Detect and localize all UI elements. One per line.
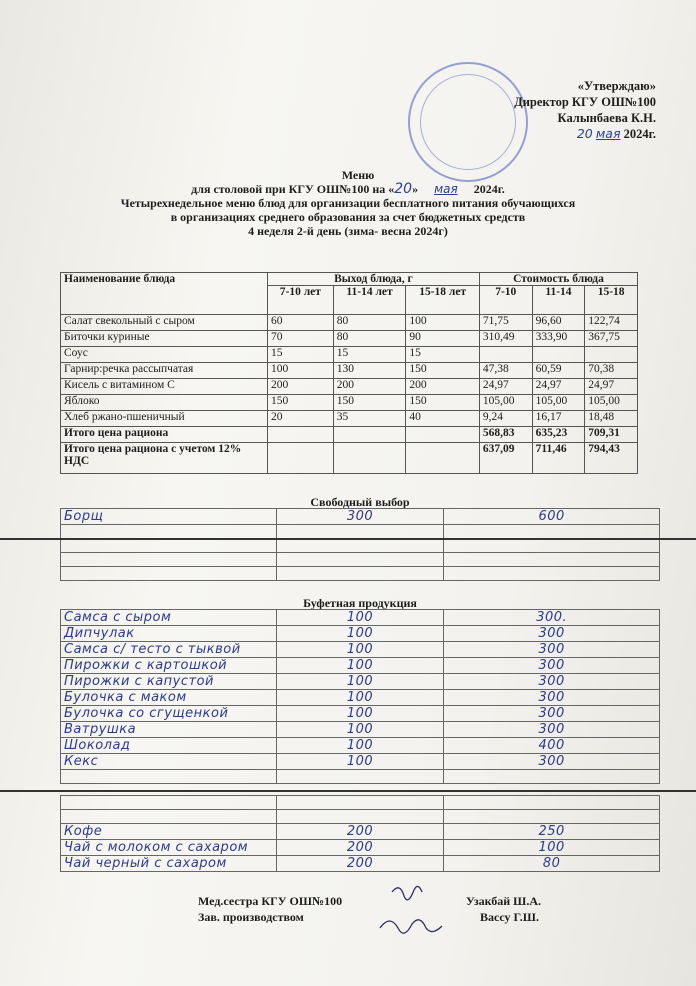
empty-cell <box>444 539 660 553</box>
dish-cost: 9,24 <box>479 411 532 427</box>
dish-cost: 24,97 <box>532 379 585 395</box>
total-value: 568,83 <box>479 427 532 443</box>
title-mid: » <box>412 182 419 196</box>
dish-cost: 310,49 <box>479 331 532 347</box>
col-cost-header: Стоимость блюда <box>479 273 637 286</box>
empty-cell <box>276 770 444 784</box>
item-qty: 200 <box>276 856 444 872</box>
title-prefix: для столовой при КГУ ОШ№100 на « <box>191 182 395 196</box>
drinks-table <box>60 795 660 872</box>
list-item <box>61 690 660 706</box>
item-price: 300 <box>444 754 660 770</box>
title-month: мая <box>434 182 458 196</box>
item-name: Дипчулак <box>61 626 277 642</box>
empty-cell <box>276 810 444 824</box>
approval-date <box>514 126 656 142</box>
item-qty: 100 <box>276 738 444 754</box>
dish-cost <box>479 347 532 363</box>
item-name: Булочка со сгущенкой <box>61 706 277 722</box>
total-vat-value: 637,09 <box>479 443 532 474</box>
empty-cell <box>61 525 277 539</box>
approval-line-1: «Утверждаю» <box>577 79 656 93</box>
item-price: 300 <box>444 706 660 722</box>
dish-weight: 200 <box>268 379 334 395</box>
title-line-3: Четырехнедельное меню блюд для организации бесплатного питания обучающихся <box>120 196 576 210</box>
dish-weight: 100 <box>406 315 480 331</box>
dish-weight: 70 <box>268 331 334 347</box>
empty-cell <box>444 810 660 824</box>
item-qty: 100 <box>276 722 444 738</box>
dish-weight: 15 <box>268 347 334 363</box>
empty-cell <box>276 539 444 553</box>
empty-cell <box>276 525 444 539</box>
dish-weight: 150 <box>406 395 480 411</box>
title-line-2 <box>60 182 636 196</box>
item-qty: 200 <box>276 840 444 856</box>
dish-cost: 24,97 <box>585 379 638 395</box>
dish-weight: 80 <box>333 315 406 331</box>
dish-cost <box>532 347 585 363</box>
item-name: Ватрушка <box>61 722 277 738</box>
total-value: 709,31 <box>585 427 638 443</box>
dish-cost: 333,90 <box>532 331 585 347</box>
footer-name-2: Вассу Г.Ш. <box>480 910 539 924</box>
menu-row <box>61 395 638 411</box>
dish-weight: 90 <box>406 331 480 347</box>
item-price: 300 <box>444 690 660 706</box>
list-item <box>61 856 660 872</box>
total-label: Итого цена рациона <box>61 427 268 443</box>
list-item <box>61 525 660 539</box>
buffet-heading: Буфетная продукция <box>303 596 417 610</box>
menu-table <box>60 272 638 474</box>
dish-name: Биточки куриные <box>61 331 268 347</box>
total-vat-row <box>61 443 638 474</box>
list-item <box>61 770 660 784</box>
official-seal-inner <box>420 74 516 170</box>
item-price: 300 <box>444 642 660 658</box>
item-price: 100 <box>444 840 660 856</box>
divider <box>0 538 696 540</box>
menu-row <box>61 363 638 379</box>
dish-cost: 71,75 <box>479 315 532 331</box>
list-item <box>61 796 660 810</box>
empty-cell <box>61 810 277 824</box>
dish-weight: 35 <box>333 411 406 427</box>
list-item <box>61 610 660 626</box>
empty-cell <box>61 539 277 553</box>
empty-cell <box>61 553 277 567</box>
list-item <box>61 553 660 567</box>
list-item <box>61 626 660 642</box>
dish-weight: 200 <box>406 379 480 395</box>
item-name: Булочка с маком <box>61 690 277 706</box>
divider <box>0 790 696 792</box>
empty-cell <box>444 770 660 784</box>
cost-group: 7-10 <box>479 286 532 315</box>
item-qty: 100 <box>276 690 444 706</box>
free-choice-heading: Свободный выбор <box>310 495 410 509</box>
empty-cell <box>444 796 660 810</box>
dish-weight: 40 <box>406 411 480 427</box>
empty-cell <box>444 567 660 581</box>
dish-cost: 96,60 <box>532 315 585 331</box>
item-price: 300. <box>444 610 660 626</box>
total-vat-value: 711,46 <box>532 443 585 474</box>
dish-weight: 15 <box>406 347 480 363</box>
list-item <box>61 567 660 581</box>
empty-cell <box>61 796 277 810</box>
dish-cost: 105,00 <box>532 395 585 411</box>
dish-cost: 367,75 <box>585 331 638 347</box>
item-price: 400 <box>444 738 660 754</box>
signature-scribbles <box>372 880 462 950</box>
item-name: Пирожки с капустой <box>61 674 277 690</box>
dish-cost: 122,74 <box>585 315 638 331</box>
item-qty: 100 <box>276 642 444 658</box>
item-qty: 100 <box>276 658 444 674</box>
item-name: Пирожки с картошкой <box>61 658 277 674</box>
item-name: Шоколад <box>61 738 277 754</box>
list-item <box>61 840 660 856</box>
item-price: 600 <box>444 509 660 525</box>
dish-weight: 60 <box>268 315 334 331</box>
title-day: 20 <box>394 181 413 197</box>
item-qty: 100 <box>276 754 444 770</box>
item-name: Самса с/ тесто с тыквой <box>61 642 277 658</box>
dish-weight: 200 <box>333 379 406 395</box>
footer-name-1: Узакбай Ш.А. <box>466 894 542 908</box>
col-name-header: Наименование блюда <box>61 273 268 315</box>
list-item <box>61 674 660 690</box>
title-year: 2024г. <box>473 182 505 196</box>
list-item <box>61 824 660 840</box>
age-group: 15-18 лет <box>406 286 480 315</box>
dish-cost: 47,38 <box>479 363 532 379</box>
item-qty: 100 <box>276 626 444 642</box>
dish-name: Гарнир:речка рассыпчатая <box>61 363 268 379</box>
free-choice-table <box>60 508 660 581</box>
menu-row <box>61 315 638 331</box>
item-name: Чай с молоком с сахаром <box>61 840 277 856</box>
item-price: 300 <box>444 674 660 690</box>
total-vat-label: Итого цена рациона с учетом 12% НДС <box>61 443 268 474</box>
dish-weight: 150 <box>406 363 480 379</box>
dish-name: Салат свекольный с сыром <box>61 315 268 331</box>
item-price: 300 <box>444 626 660 642</box>
list-item <box>61 509 660 525</box>
list-item <box>61 810 660 824</box>
empty-cell <box>444 525 660 539</box>
item-qty: 100 <box>276 610 444 626</box>
dish-name: Хлеб ржано-пшеничный <box>61 411 268 427</box>
dish-cost: 18,48 <box>585 411 638 427</box>
item-name: Борщ <box>61 509 277 525</box>
item-qty: 100 <box>276 674 444 690</box>
total-vat-value: 794,43 <box>585 443 638 474</box>
dish-weight: 150 <box>268 395 334 411</box>
document-title <box>60 168 636 238</box>
dish-cost: 24,97 <box>479 379 532 395</box>
item-name: Кекс <box>61 754 277 770</box>
dish-weight: 20 <box>268 411 334 427</box>
age-group: 11-14 лет <box>333 286 406 315</box>
dish-cost: 70,38 <box>585 363 638 379</box>
approval-day: 20 <box>576 126 593 141</box>
item-qty: 300 <box>276 509 444 525</box>
empty-cell <box>276 567 444 581</box>
item-name: Чай черный с сахаром <box>61 856 277 872</box>
empty-cell <box>61 770 277 784</box>
item-qty: 100 <box>276 706 444 722</box>
total-value: 635,23 <box>532 427 585 443</box>
item-name: Самса с сыром <box>61 610 277 626</box>
empty-cell <box>444 553 660 567</box>
title-line-4: в организациях среднего образования за счет бюджетных средств <box>170 210 526 224</box>
menu-row <box>61 347 638 363</box>
dish-cost: 105,00 <box>585 395 638 411</box>
list-item <box>61 642 660 658</box>
item-price: 250 <box>444 824 660 840</box>
dish-weight: 100 <box>268 363 334 379</box>
dish-name: Яблоко <box>61 395 268 411</box>
item-name: Кофе <box>61 824 277 840</box>
approval-line-2: Директор КГУ ОШ№100 <box>514 95 656 109</box>
item-price: 300 <box>444 722 660 738</box>
dish-name: Кисель с витамином С <box>61 379 268 395</box>
list-item <box>61 722 660 738</box>
list-item <box>61 706 660 722</box>
item-qty: 200 <box>276 824 444 840</box>
dish-weight: 80 <box>333 331 406 347</box>
dish-weight: 150 <box>333 395 406 411</box>
footer-role-1: Мед.сестра КГУ ОШ№100 <box>198 894 343 908</box>
approval-line-3: Калынбаева К.Н. <box>557 111 656 125</box>
dish-cost: 60,59 <box>532 363 585 379</box>
menu-row <box>61 411 638 427</box>
dish-cost: 16,17 <box>532 411 585 427</box>
menu-header-row <box>61 273 638 286</box>
cost-group: 11-14 <box>532 286 585 315</box>
col-weight-header: Выход блюда, г <box>268 273 480 286</box>
age-group: 7-10 лет <box>268 286 334 315</box>
dish-weight: 130 <box>333 363 406 379</box>
title-line-1: Меню <box>341 168 375 182</box>
menu-row <box>61 379 638 395</box>
list-item <box>61 539 660 553</box>
cost-group: 15-18 <box>585 286 638 315</box>
list-item <box>61 658 660 674</box>
approval-month: мая <box>595 126 621 141</box>
item-price: 80 <box>444 856 660 872</box>
empty-cell <box>61 567 277 581</box>
dish-name: Соус <box>61 347 268 363</box>
list-item <box>61 754 660 770</box>
item-price: 300 <box>444 658 660 674</box>
dish-cost <box>585 347 638 363</box>
approval-block <box>514 78 656 142</box>
footer-role-2: Зав. производством <box>198 910 304 924</box>
approval-year: 2024г. <box>623 127 656 141</box>
list-item <box>61 738 660 754</box>
menu-row <box>61 331 638 347</box>
empty-cell <box>276 796 444 810</box>
dish-cost: 105,00 <box>479 395 532 411</box>
empty-cell <box>276 553 444 567</box>
total-row <box>61 427 638 443</box>
dish-weight: 15 <box>333 347 406 363</box>
title-line-5: 4 неделя 2-й день (зима- весна 2024г) <box>248 224 448 238</box>
buffet-table <box>60 609 660 784</box>
